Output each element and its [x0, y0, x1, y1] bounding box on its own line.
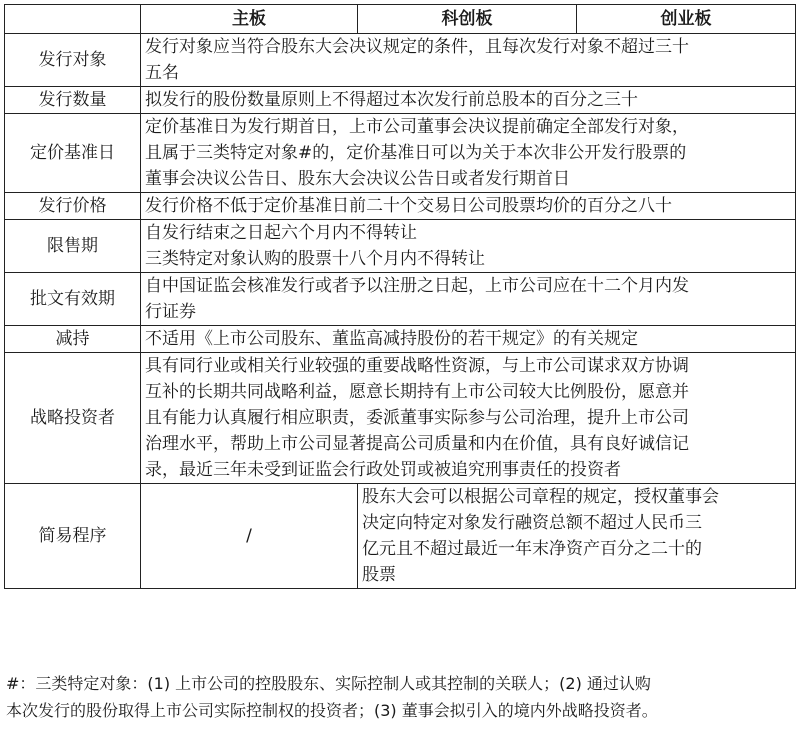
header-chinext: 创业板	[577, 5, 796, 34]
row-label: 简易程序	[5, 484, 141, 589]
table-row-simple-procedure	[5, 484, 796, 589]
row-label: 减持	[5, 326, 141, 353]
header-star-market: 科创板	[358, 5, 577, 34]
header-corner	[5, 5, 141, 34]
content-line: 发行对象应当符合股东大会决议规定的条件，且每次发行对象不超过三十	[145, 37, 689, 57]
row-content	[358, 484, 796, 589]
content-line: 互补的长期共同战略利益，愿意长期持有上市公司较大比例股份，愿意并	[145, 382, 689, 402]
row-content	[141, 34, 796, 87]
content-line: 亿元且不超过最近一年末净资产百分之二十的	[362, 539, 702, 559]
content-line: 且有能力认真履行相应职责，委派董事实际参与公司治理，提升上市公司	[145, 408, 689, 428]
table-row	[5, 34, 796, 87]
content-line: 自发行结束之日起六个月内不得转让	[145, 223, 417, 243]
footnote-line: 本次发行的股份取得上市公司实际控制权的投资者；(3) 董事会拟引入的境内外战略投资者。	[6, 701, 658, 720]
content-line: 股票	[362, 565, 396, 585]
row-content	[141, 87, 796, 114]
header-row	[5, 5, 796, 34]
table-row	[5, 273, 796, 326]
row-content	[141, 114, 796, 193]
row-label: 发行对象	[5, 34, 141, 87]
content-line: 自中国证监会核准发行或者予以注册之日起，上市公司应在十二个月内发	[145, 276, 689, 296]
header-main-board: 主板	[141, 5, 358, 34]
table-row	[5, 220, 796, 273]
content-line: 股东大会可以根据公司章程的规定，授权董事会	[362, 487, 719, 507]
table-row	[5, 87, 796, 114]
content-line: 治理水平，帮助上市公司显著提高公司质量和内在价值，具有良好诚信记	[145, 434, 689, 454]
table-row	[5, 114, 796, 193]
footnote	[6, 670, 793, 724]
content-line: 决定向特定对象发行融资总额不超过人民币三	[362, 513, 702, 533]
main-board-value: /	[141, 484, 358, 589]
content-line: 行证券	[145, 302, 196, 322]
row-content	[141, 326, 796, 353]
content-line: 三类特定对象认购的股票十八个月内不得转让	[145, 249, 485, 269]
table-row	[5, 353, 796, 484]
footnote-line: #：三类特定对象：(1) 上市公司的控股股东、实际控制人或其控制的关联人；(2) 通过认购	[6, 674, 651, 693]
content-line: 录，最近三年未受到证监会行政处罚或被追究刑事责任的投资者	[145, 460, 621, 480]
ipo-rules-table	[4, 4, 796, 589]
row-label: 发行价格	[5, 193, 141, 220]
row-content	[141, 353, 796, 484]
content-line: 定价基准日为发行期首日，上市公司董事会决议提前确定全部发行对象，	[145, 117, 689, 137]
table-row	[5, 326, 796, 353]
row-content	[141, 220, 796, 273]
content-line: 具有同行业或相关行业较强的重要战略性资源，与上市公司谋求双方协调	[145, 356, 689, 376]
row-label: 限售期	[5, 220, 141, 273]
content-line: 董事会决议公告日、股东大会决议公告日或者发行期首日	[145, 169, 570, 189]
row-content	[141, 273, 796, 326]
row-label: 战略投资者	[5, 353, 141, 484]
content-line: 且属于三类特定对象#的，定价基准日可以为关于本次非公开发行股票的	[145, 143, 687, 163]
content-line: 不适用《上市公司股东、董监高减持股份的若干规定》的有关规定	[145, 329, 638, 349]
content-line: 拟发行的股份数量原则上不得超过本次发行前总股本的百分之三十	[145, 90, 638, 110]
content-line: 五名	[145, 63, 179, 83]
row-label: 批文有效期	[5, 273, 141, 326]
row-label: 定价基准日	[5, 114, 141, 193]
content-line: 发行价格不低于定价基准日前二十个交易日公司股票均价的百分之八十	[145, 196, 672, 216]
table-row	[5, 193, 796, 220]
row-label: 发行数量	[5, 87, 141, 114]
row-content	[141, 193, 796, 220]
